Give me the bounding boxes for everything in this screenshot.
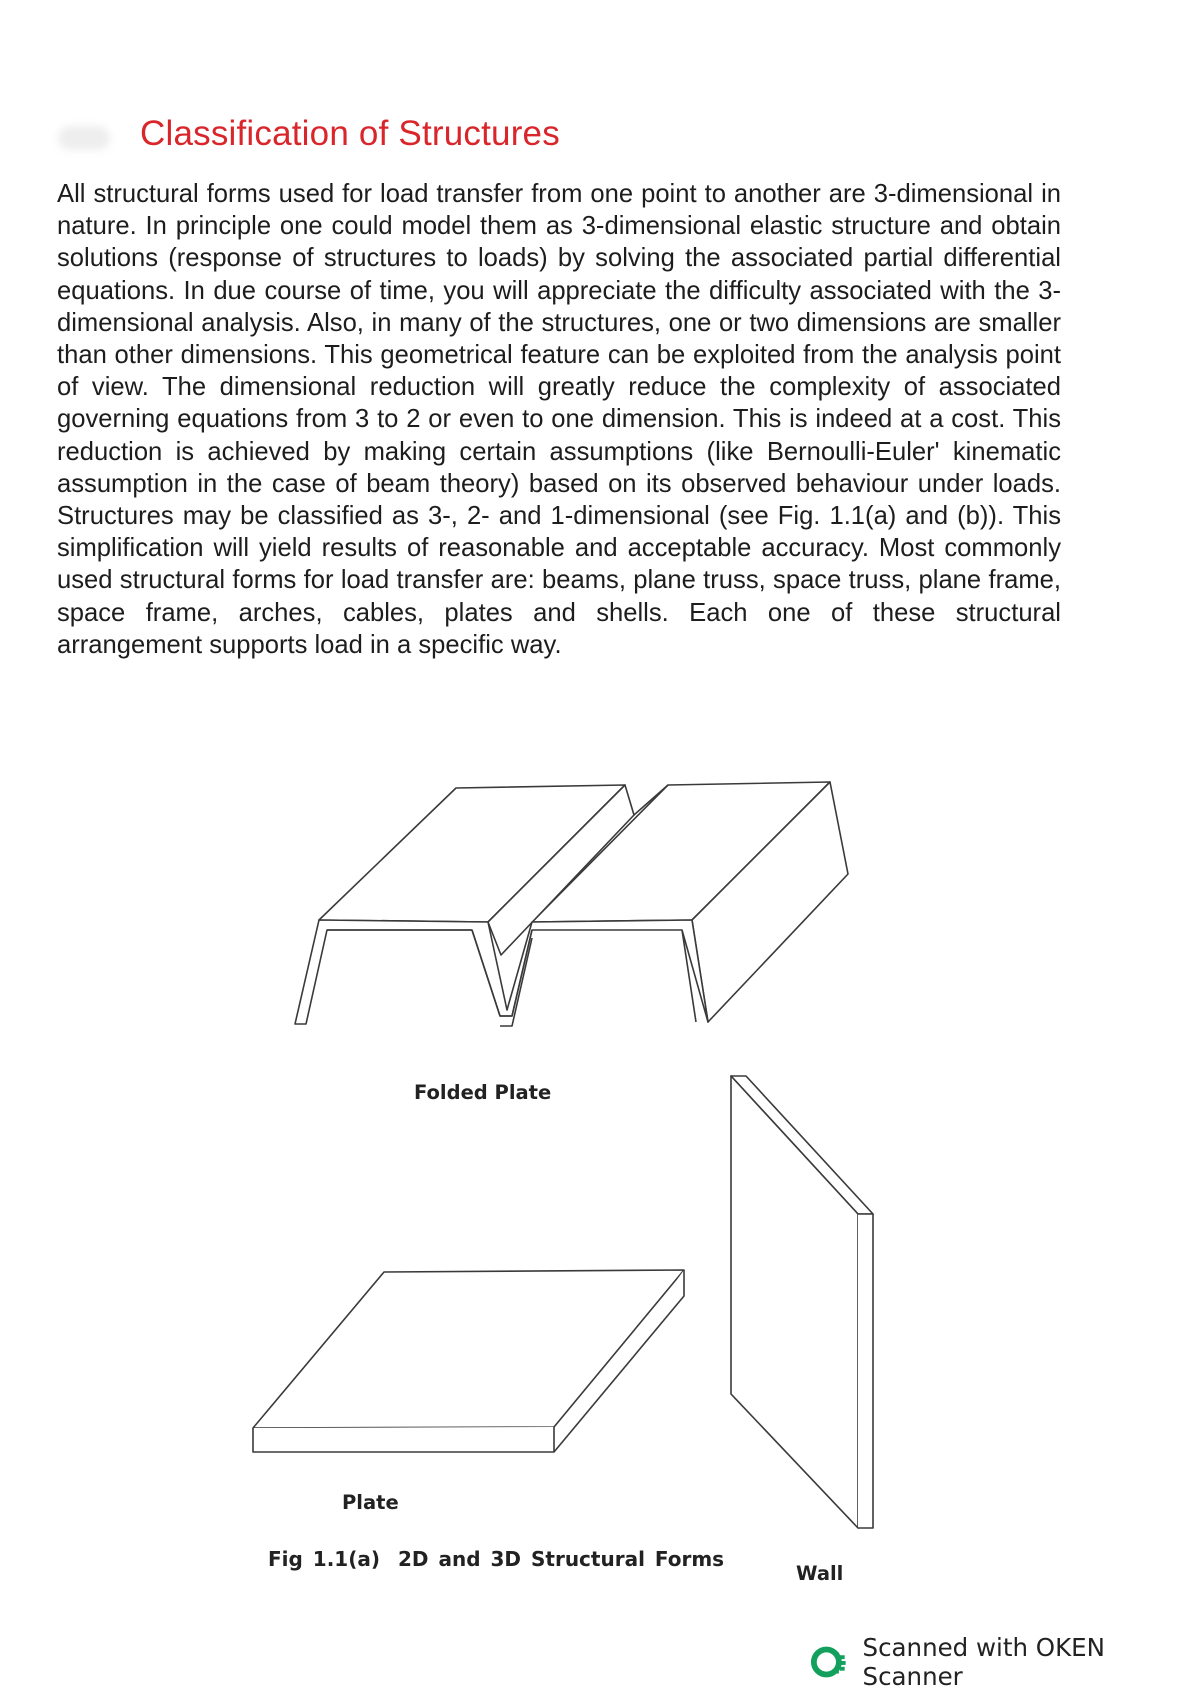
oken-scanner-logo-icon bbox=[810, 1642, 849, 1682]
plate-drawing bbox=[253, 1270, 684, 1452]
wall-label: Wall bbox=[796, 1562, 844, 1585]
wall-drawing bbox=[731, 1076, 873, 1528]
scanner-watermark-text: Scanned with OKEN Scanner bbox=[862, 1633, 1105, 1691]
folded-plate-drawing bbox=[295, 782, 848, 1026]
figure-caption-text: 2D and 3D Structural Forms bbox=[398, 1547, 725, 1571]
body-paragraph: All structural forms used for load transfer from one point to another are 3-dimensional in nature. In principle one could model them as 3-dimensional elastic structure and obtain solutions (response of structures to loads) by solving the associated partial differential equations. In due course of time, you will appreciate the difficulty associated with the 3-dimensional analysis. Also, in many of the structures, one or two dimensions are smaller than other dimensions. This geometrical feature can be exploited from the analysis point of view. The dimensional reduction will greatly reduce the complexity of associated governing equations from 3 to 2 or even to one dimension. This is indeed at a cost. This reduction is achieved by making certain assumptions (like Bernoulli-Euler' kinematic assumption in the case of beam theory) based on its observed behaviour under loads. Structures may be classified as 3-, 2- and 1-dimensional (see Fig. 1.1(a) and (b)). This simplification will yield results of reasonable and acceptable accuracy. Most commonly used structural forms for load transfer are: beams, plane truss, space truss, plane frame, space frame, arches, cables, plates and shells. Each one of these structural arrangement supports load in a specific way. bbox=[57, 180, 1061, 659]
figure-caption bbox=[268, 1547, 724, 1571]
plate-label: Plate bbox=[342, 1491, 399, 1514]
page-title: Classification of Structures bbox=[140, 114, 560, 153]
figure-caption-number: Fig 1.1(a) bbox=[268, 1547, 381, 1571]
scanner-watermark bbox=[810, 1633, 1200, 1691]
folded-plate-label: Folded Plate bbox=[414, 1081, 552, 1104]
